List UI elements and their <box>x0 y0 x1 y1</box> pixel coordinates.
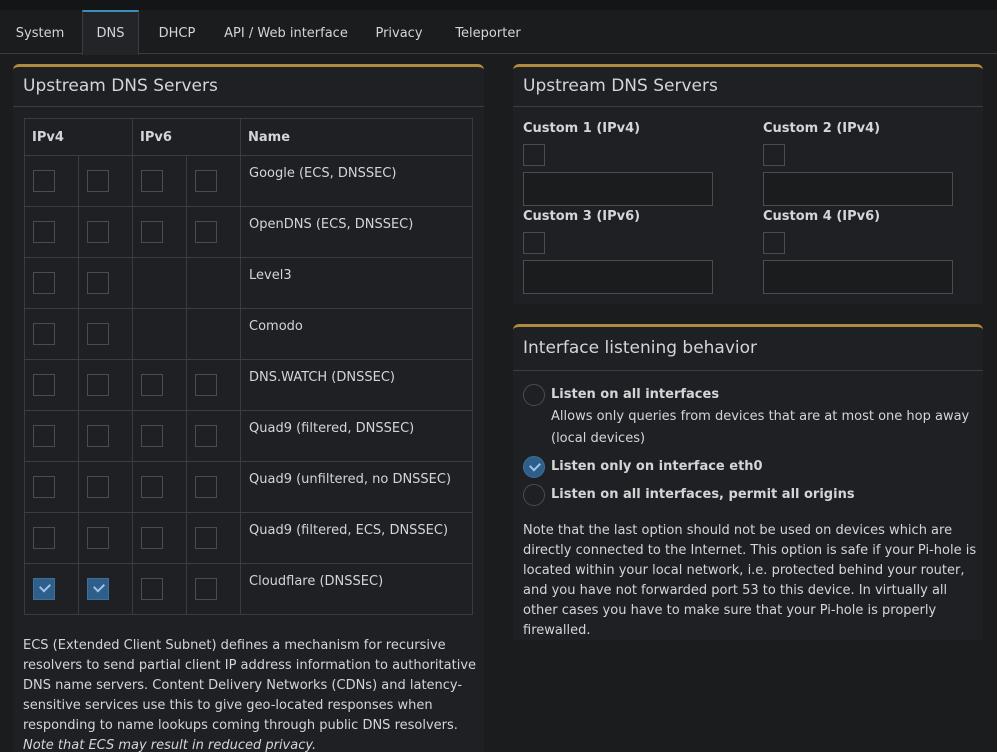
listen-all-permit-label[interactable]: Listen on all interfaces, permit all origins <box>551 487 855 502</box>
checkbox-cell <box>25 564 79 615</box>
ipv4-secondary-checkbox[interactable] <box>87 170 109 192</box>
tab-system[interactable]: System <box>15 26 65 41</box>
table-row <box>25 462 473 513</box>
checkbox-cell <box>25 258 79 309</box>
ipv4-secondary-checkbox[interactable] <box>87 476 109 498</box>
checkbox-cell <box>25 360 79 411</box>
ipv6-secondary-checkbox[interactable] <box>195 527 217 549</box>
checkbox-cell <box>133 411 187 462</box>
listen-all-description: Allows only queries from devices that are at most one hop away (local devices) <box>551 409 970 446</box>
checkbox-cell <box>187 360 241 411</box>
checkbox-cell <box>25 309 79 360</box>
ipv6-primary-checkbox[interactable] <box>141 374 163 396</box>
ipv4-secondary-checkbox[interactable] <box>87 374 109 396</box>
ecs-note-text: ECS (Extended Client Subnet) defines a mechanism for recursive resolvers to send partial client IP address information to authoritative DNS name servers. Content Delivery Networks (CDNs) and latency-sensitive services use this to give geo-located responses when responding to name lookups coming through public DNS resolvers. <box>23 638 477 733</box>
checkbox-cell <box>187 258 241 309</box>
custom-4-input[interactable] <box>763 260 953 294</box>
ipv4-primary-checkbox[interactable] <box>33 578 55 600</box>
custom-3-checkbox[interactable] <box>523 232 545 254</box>
custom-1-checkbox[interactable] <box>523 144 545 166</box>
ecs-note-privacy: Note that ECS may result in reduced privacy. <box>23 738 317 752</box>
checkbox-cell <box>133 564 187 615</box>
custom-3-input[interactable] <box>523 260 713 294</box>
listen-all-radio[interactable] <box>523 384 545 406</box>
checkbox-cell <box>79 258 133 309</box>
tab-privacy[interactable]: Privacy <box>375 26 423 41</box>
table-row <box>25 513 473 564</box>
ipv6-secondary-checkbox[interactable] <box>195 374 217 396</box>
ipv6-secondary-checkbox[interactable] <box>195 221 217 243</box>
listen-eth0-radio[interactable] <box>523 456 545 478</box>
checkbox-cell <box>133 513 187 564</box>
listen-all-label[interactable]: Listen on all interfaces <box>551 387 720 402</box>
ipv4-secondary-checkbox[interactable] <box>87 578 109 600</box>
checkbox-cell <box>187 156 241 207</box>
table-header-row <box>25 119 473 156</box>
ipv6-primary-checkbox[interactable] <box>141 527 163 549</box>
custom-1-label: Custom 1 (IPv4) <box>523 121 641 136</box>
table-row <box>25 411 473 462</box>
table-row <box>25 309 473 360</box>
table-row <box>25 360 473 411</box>
checkbox-cell <box>25 411 79 462</box>
tab-dns[interactable]: DNS <box>82 10 139 55</box>
checkbox-cell <box>133 156 187 207</box>
checkbox-cell <box>187 207 241 258</box>
custom-dns-title: Upstream DNS Servers <box>513 67 983 107</box>
server-name: Google (ECS, DNSSEC) <box>241 156 473 207</box>
ipv4-secondary-checkbox[interactable] <box>87 425 109 447</box>
server-name: Comodo <box>241 309 473 360</box>
ipv6-primary-checkbox[interactable] <box>141 170 163 192</box>
ipv4-primary-checkbox[interactable] <box>33 527 55 549</box>
custom-2-checkbox[interactable] <box>763 144 785 166</box>
ipv4-secondary-checkbox[interactable] <box>87 527 109 549</box>
tab-teleporter[interactable]: Teleporter <box>455 26 521 41</box>
ipv4-secondary-checkbox[interactable] <box>87 272 109 294</box>
ipv4-primary-checkbox[interactable] <box>33 476 55 498</box>
table-row <box>25 207 473 258</box>
server-name: Level3 <box>241 258 473 309</box>
ipv6-column-header: IPv6 <box>133 119 241 156</box>
checkbox-cell <box>187 513 241 564</box>
checkbox-cell <box>187 564 241 615</box>
checkbox-cell <box>25 156 79 207</box>
listen-all-permit-radio[interactable] <box>523 484 545 506</box>
custom-2-input[interactable] <box>763 172 953 206</box>
server-name: Cloudflare (DNSSEC) <box>241 564 473 615</box>
table-row <box>25 258 473 309</box>
server-name: Quad9 (unfiltered, no DNSSEC) <box>241 462 473 513</box>
top-bar <box>0 0 997 10</box>
upstream-dns-title: Upstream DNS Servers <box>13 67 484 107</box>
server-name: OpenDNS (ECS, DNSSEC) <box>241 207 473 258</box>
checkbox-cell <box>79 207 133 258</box>
checkbox-cell <box>25 207 79 258</box>
checkbox-cell <box>133 258 187 309</box>
table-row <box>25 564 473 615</box>
checkbox-cell <box>79 360 133 411</box>
checkbox-cell <box>79 462 133 513</box>
server-name: Quad9 (filtered, ECS, DNSSEC) <box>241 513 473 564</box>
ipv6-primary-checkbox[interactable] <box>141 425 163 447</box>
ipv4-secondary-checkbox[interactable] <box>87 221 109 243</box>
checkbox-cell <box>79 156 133 207</box>
listen-eth0-label[interactable]: Listen only on interface eth0 <box>551 459 763 474</box>
ipv6-primary-checkbox[interactable] <box>141 578 163 600</box>
custom-4-label: Custom 4 (IPv6) <box>763 209 881 224</box>
custom-3-label: Custom 3 (IPv6) <box>523 209 641 224</box>
checkbox-cell <box>133 309 187 360</box>
checkbox-cell <box>79 564 133 615</box>
settings-tabs <box>0 10 997 54</box>
ipv6-secondary-checkbox[interactable] <box>195 578 217 600</box>
ipv6-secondary-checkbox[interactable] <box>195 170 217 192</box>
ipv6-primary-checkbox[interactable] <box>141 221 163 243</box>
ipv4-primary-checkbox[interactable] <box>33 323 55 345</box>
ipv4-primary-checkbox[interactable] <box>33 170 55 192</box>
checkbox-cell <box>187 462 241 513</box>
custom-4-checkbox[interactable] <box>763 232 785 254</box>
checkbox-cell <box>133 462 187 513</box>
ecs-note <box>23 636 483 752</box>
ipv4-column-header: IPv4 <box>25 119 133 156</box>
tab-api-web-interface[interactable]: API / Web interface <box>224 26 348 41</box>
tab-dhcp[interactable]: DHCP <box>158 26 196 41</box>
ipv6-primary-checkbox[interactable] <box>141 476 163 498</box>
ipv6-secondary-checkbox[interactable] <box>195 476 217 498</box>
checkbox-cell <box>79 513 133 564</box>
server-name: Quad9 (filtered, DNSSEC) <box>241 411 473 462</box>
checkbox-cell <box>25 462 79 513</box>
server-name: DNS.WATCH (DNSSEC) <box>241 360 473 411</box>
ipv4-primary-checkbox[interactable] <box>33 374 55 396</box>
checkbox-cell <box>25 513 79 564</box>
table-row <box>25 156 473 207</box>
name-column-header: Name <box>241 119 473 156</box>
upstream-dns-table <box>24 118 473 615</box>
custom-2-label: Custom 2 (IPv4) <box>763 121 881 136</box>
checkbox-cell <box>79 411 133 462</box>
checkbox-cell <box>133 207 187 258</box>
ipv6-secondary-checkbox[interactable] <box>195 425 217 447</box>
checkbox-cell <box>79 309 133 360</box>
custom-1-input[interactable] <box>523 172 713 206</box>
ipv4-primary-checkbox[interactable] <box>33 221 55 243</box>
interface-note: Note that the last option should not be used on devices which are directly connected to the Internet. This option is safe if your Pi-hole is located within your local network, i.e. protected behind your router, and you have not forwarded port 53 to this device. In virtually all other cases you have to make sure that your Pi-hole is properly firewalled. <box>523 523 977 638</box>
checkbox-cell <box>133 360 187 411</box>
ipv4-primary-checkbox[interactable] <box>33 425 55 447</box>
checkbox-cell <box>187 411 241 462</box>
checkbox-cell <box>187 309 241 360</box>
ipv4-secondary-checkbox[interactable] <box>87 323 109 345</box>
interface-listening-title: Interface listening behavior <box>513 327 983 371</box>
ipv4-primary-checkbox[interactable] <box>33 272 55 294</box>
